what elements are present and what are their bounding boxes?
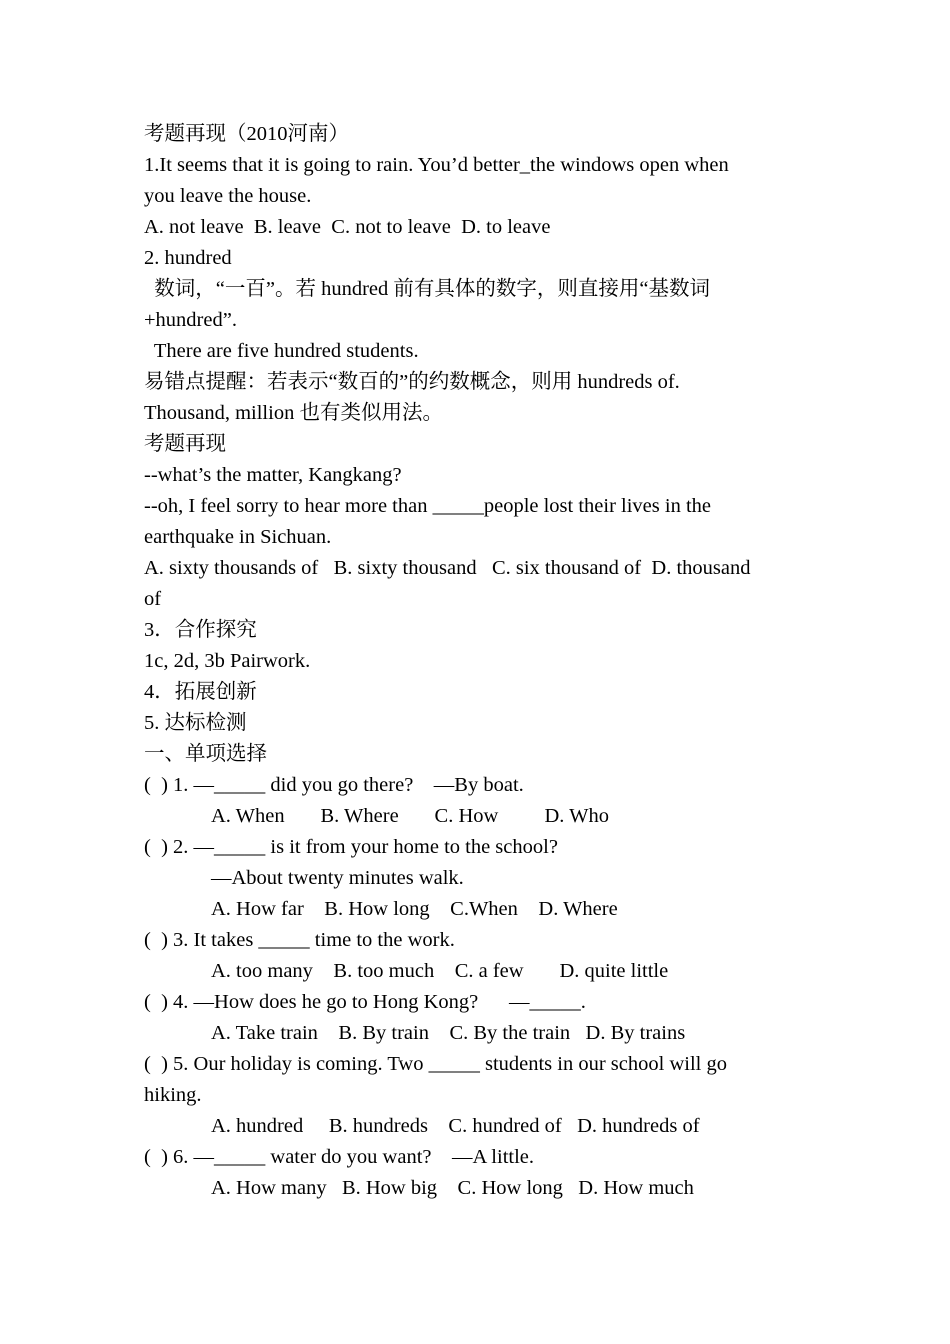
text-line: Thousand, million 也有类似用法。: [144, 402, 443, 424]
text-line: hiking.: [144, 1084, 202, 1106]
text-line: you leave the house.: [144, 185, 312, 207]
text-line: A. How many B. How big C. How long D. How much: [211, 1177, 694, 1199]
text-line: ( ) 3. It takes _____ time to the work.: [144, 929, 455, 951]
text-line: 5. 达标检测: [144, 712, 247, 734]
text-line: ( ) 5. Our holiday is coming. Two _____ students in our school will go: [144, 1053, 727, 1075]
text-line: ( ) 4. —How does he go to Hong Kong? —_____.: [144, 991, 586, 1013]
text-line: earthquake in Sichuan.: [144, 526, 332, 548]
text-line: A. When B. Where C. How D. Who: [211, 805, 609, 827]
text-line: A. hundred B. hundreds C. hundred of D. hundreds of: [211, 1115, 700, 1137]
text-line: +hundred”.: [144, 309, 237, 331]
text-line: 考题再现（2010河南）: [144, 123, 349, 145]
text-line: --oh, I feel sorry to hear more than _____people lost their lives in the: [144, 495, 712, 517]
text-line: ( ) 2. —_____ is it from your home to the school?: [144, 836, 558, 858]
text-line: ( ) 6. —_____ water do you want? —A little.: [144, 1146, 535, 1168]
text-line: 考题再现: [144, 433, 226, 455]
text-line: 2. hundred: [144, 247, 232, 269]
text-line: A. Take train B. By train C. By the train D. By trains: [211, 1022, 686, 1044]
text-line: —About twenty minutes walk.: [211, 867, 464, 889]
text-line: A. not leave B. leave C. not to leave D. to leave: [144, 216, 551, 238]
document-page: [144, 119, 814, 1204]
text-line: 数词，“一百”。若 hundred 前有具体的数字，则直接用“基数词: [144, 278, 710, 300]
text-line: A. sixty thousands of B. sixty thousand C. six thousand of D. thousand: [144, 557, 751, 579]
text-line: 一、单项选择: [144, 743, 267, 765]
text-line: A. How far B. How long C.When D. Where: [211, 898, 618, 920]
text-line: There are five hundred students.: [144, 340, 419, 362]
text-line: 易错点提醒：若表示“数百的”的约数概念，则用 hundreds of.: [144, 371, 680, 393]
text-line: A. too many B. too much C. a few D. quite little: [211, 960, 669, 982]
text-line: ( ) 1. —_____ did you go there? —By boat.: [144, 774, 524, 796]
text-line: of: [144, 588, 162, 610]
text-line: --what’s the matter, Kangkang?: [144, 464, 402, 486]
text-line: 1.It seems that it is going to rain. You’d better_the windows open when: [144, 154, 729, 176]
text-line: 1c, 2d, 3b Pairwork.: [144, 650, 311, 672]
text-line: 4．拓展创新: [144, 681, 257, 703]
text-line: 3．合作探究: [144, 619, 257, 641]
